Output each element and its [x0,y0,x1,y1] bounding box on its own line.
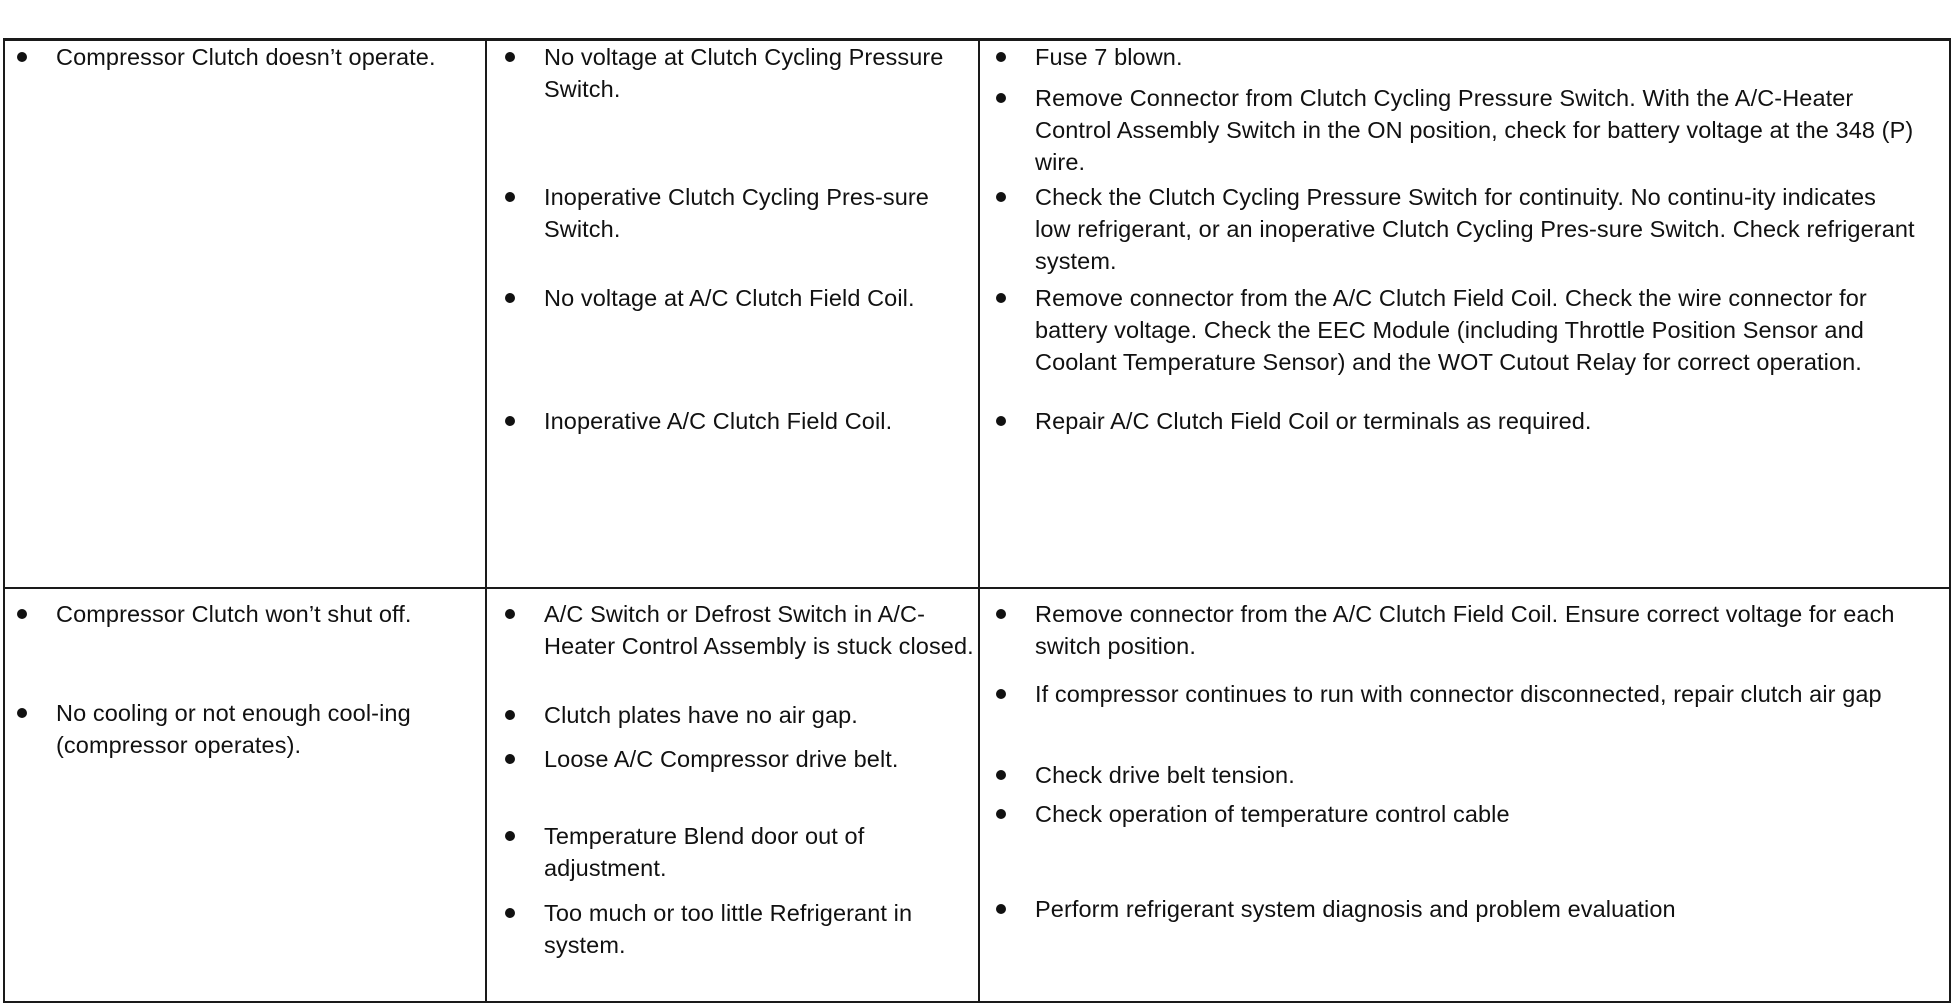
action-item: Fuse 7 blown. [996,41,1916,73]
action-item: Remove connector from the A/C Clutch Field Coil. Ensure correct voltage for each switch position. [996,598,1916,662]
bullet-icon [17,708,27,718]
action-item: Remove Connector from Clutch Cycling Pressure Switch. With the A/C-Heater Control Assembly Switch in the ON position, check for battery voltage at the 348 (P) wire. [996,82,1916,178]
cause-item: Temperature Blend door out of adjustment. [505,820,975,884]
cause-item: A/C Switch or Defrost Switch in A/C-Heater Control Assembly is stuck closed. [505,598,975,662]
bullet-icon [996,609,1006,619]
action-item: Check drive belt tension. [996,759,1916,791]
cause-item: Inoperative Clutch Cycling Pres-sure Switch. [505,181,975,245]
action-item: Check operation of temperature control cable [996,798,1916,830]
bullet-icon [505,609,515,619]
bullet-icon [996,689,1006,699]
bullet-icon [505,52,515,62]
cause-item: Too much or too little Refrigerant in system. [505,897,975,961]
action-item: Perform refrigerant system diagnosis and problem evaluation [996,893,1916,925]
cause-item: Loose A/C Compressor drive belt. [505,743,975,775]
bullet-icon [996,93,1006,103]
cause-item: No voltage at Clutch Cycling Pressure Switch. [505,41,975,105]
bullet-icon [505,908,515,918]
bullet-icon [505,831,515,841]
condition-item: Compressor Clutch won’t shut off. [17,598,457,630]
bullet-icon [996,293,1006,303]
cause-item: Inoperative A/C Clutch Field Coil. [505,405,975,437]
action-item: If compressor continues to run with connector disconnected, repair clutch air gap [996,678,1916,710]
cause-item: No voltage at A/C Clutch Field Coil. [505,282,975,314]
action-item: Remove connector from the A/C Clutch Field Coil. Check the wire connector for battery voltage. Check the EEC Module (including Throttle Position Sensor and Coolant Temperature Sensor) and the WOT Cutout Relay for correct operation. [996,282,1916,378]
bullet-icon [505,416,515,426]
bullet-icon [996,770,1006,780]
column-divider [978,41,980,1001]
bullet-icon [996,416,1006,426]
bullet-icon [17,52,27,62]
bullet-icon [505,293,515,303]
condition-item: No cooling or not enough cool-ing (compressor operates). [17,697,457,761]
action-item: Repair A/C Clutch Field Coil or terminals as required. [996,405,1916,437]
diagnosis-table [3,38,1951,1003]
cause-item: Clutch plates have no air gap. [505,699,975,731]
bullet-icon [996,809,1006,819]
bullet-icon [505,192,515,202]
bullet-icon [505,710,515,720]
bullet-icon [996,904,1006,914]
column-divider [485,41,487,1001]
bullet-icon [996,192,1006,202]
condition-item: Compressor Clutch doesn’t operate. [17,41,457,73]
bullet-icon [505,754,515,764]
action-item: Check the Clutch Cycling Pressure Switch for continuity. No continu-ity indicates low refrigerant, or an inoperative Clutch Cycling Pres-sure Switch. Check refrigerant system. [996,181,1916,277]
bullet-icon [996,52,1006,62]
row-divider [5,587,1949,589]
bullet-icon [17,609,27,619]
